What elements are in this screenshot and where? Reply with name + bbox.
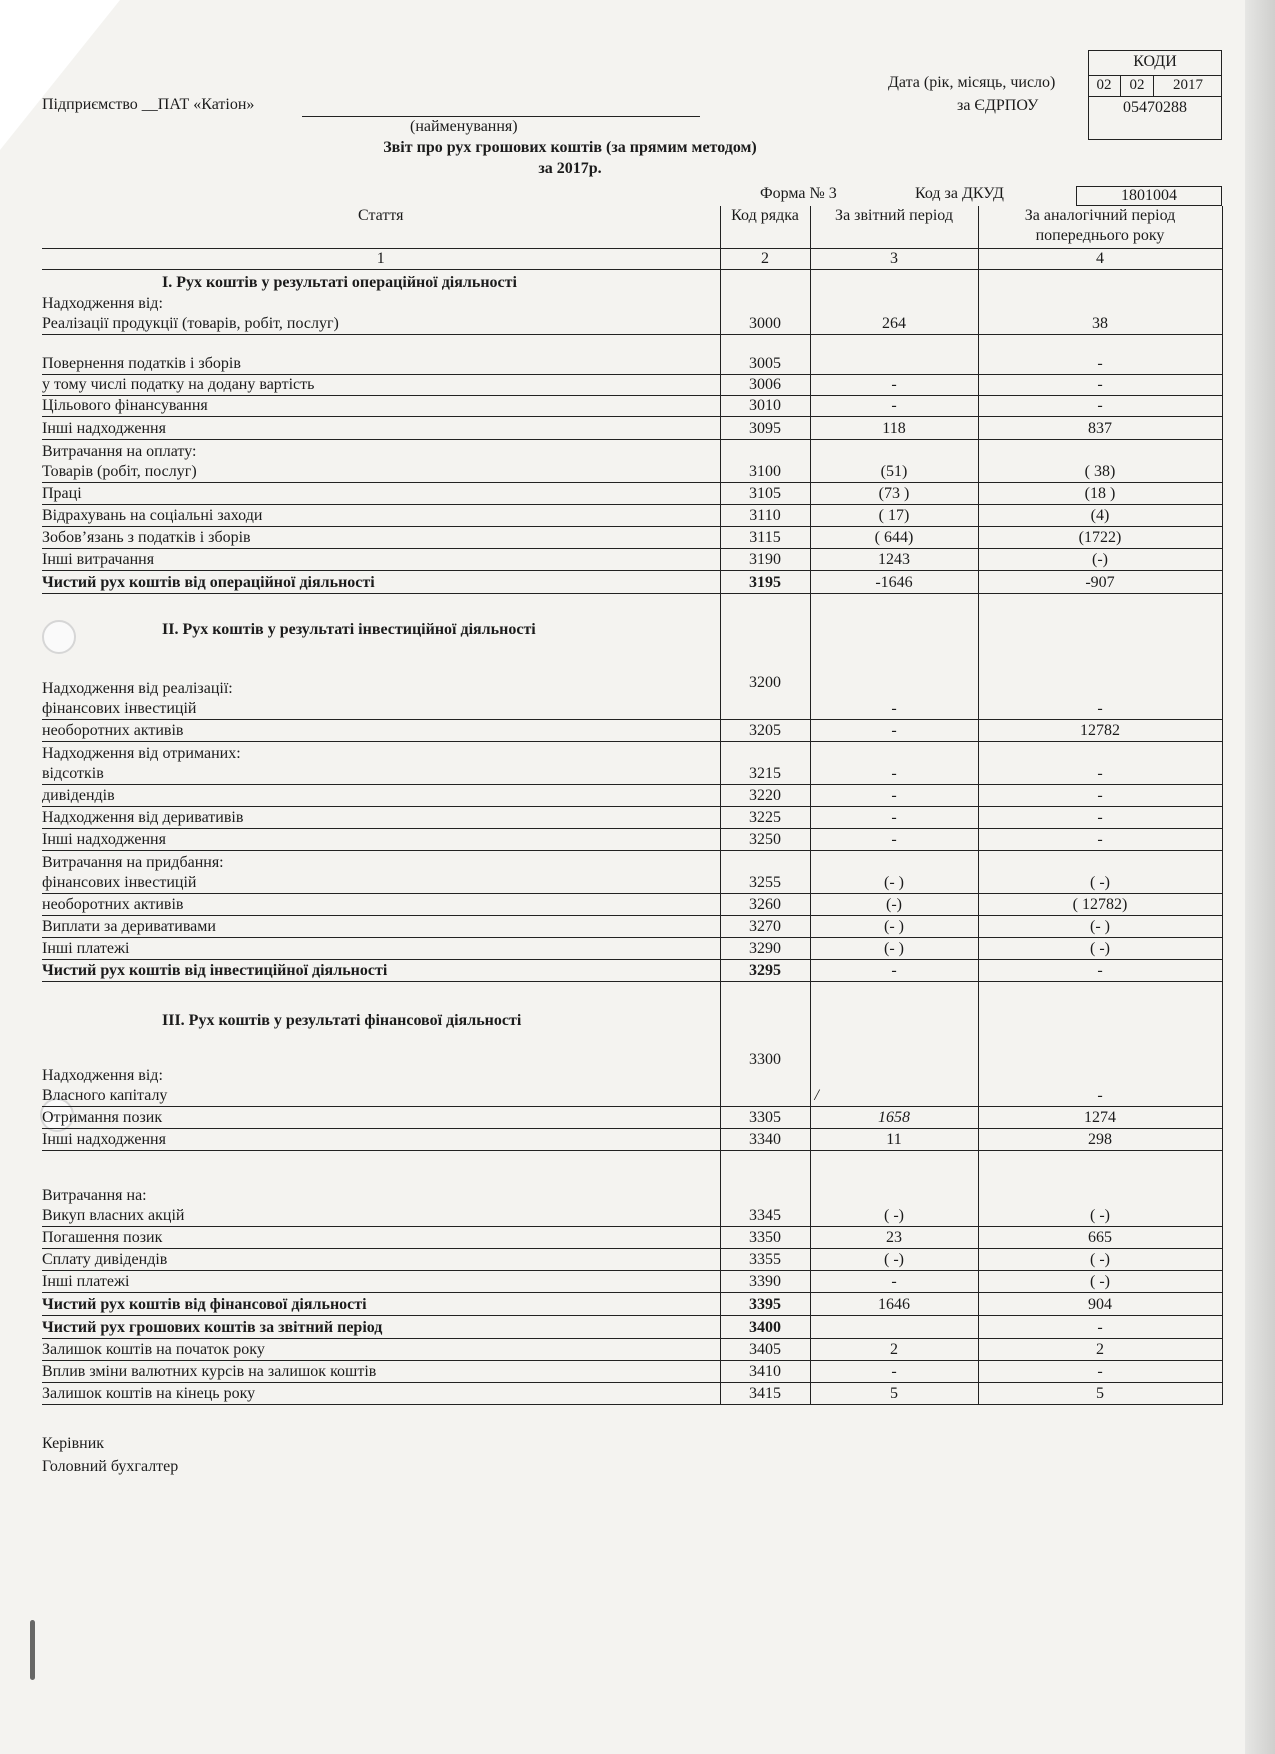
- row-current: -: [810, 741, 978, 784]
- table-row: [42, 784, 1222, 806]
- edrpou-label: за ЄДРПОУ: [957, 97, 1039, 114]
- row-code: 3100: [720, 439, 810, 482]
- signatures-block: [42, 1432, 178, 1478]
- table-row: [42, 915, 1222, 937]
- table-row: [42, 504, 1222, 526]
- row-label: Інші надходження: [42, 828, 720, 850]
- row-label: Інші надходження: [42, 1128, 720, 1150]
- row-previous: (18 ): [978, 482, 1222, 504]
- row-label: Отримання позик: [42, 1106, 720, 1128]
- row-code: 3290: [720, 937, 810, 959]
- row-code: 3260: [720, 893, 810, 915]
- row-pre-label: Витрачання на оплату:: [42, 442, 197, 460]
- row-label: фінансових інвестицій: [42, 873, 197, 891]
- row-code: 3225: [720, 806, 810, 828]
- row-code: 3115: [720, 526, 810, 548]
- table-row: [42, 269, 1222, 334]
- row-current: ( -): [810, 1248, 978, 1270]
- row-label: Повернення податків і зборів: [42, 334, 720, 374]
- row-code: 3350: [720, 1226, 810, 1248]
- row-current: -: [810, 593, 978, 719]
- row-current: 1658: [810, 1106, 978, 1128]
- table-row: [42, 548, 1222, 570]
- row-pre-label: Витрачання на придбання:: [42, 853, 224, 871]
- enterprise-underline: [302, 116, 700, 117]
- table-row: [42, 374, 1222, 395]
- table-row: [42, 806, 1222, 828]
- row-previous: -907: [978, 570, 1222, 593]
- row-current: -: [810, 828, 978, 850]
- table-row: [42, 1150, 1222, 1226]
- row-previous: 5: [978, 1382, 1222, 1404]
- row-code: 3355: [720, 1248, 810, 1270]
- row-label: дивідендів: [42, 784, 720, 806]
- date-label: Дата (рік, місяць, число): [888, 74, 1056, 91]
- row-label: відсотків: [42, 764, 104, 782]
- table-row: [42, 1360, 1222, 1382]
- row-label: Товарів (робіт, послуг): [42, 462, 197, 480]
- row-label: Виплати за деривативами: [42, 915, 720, 937]
- row-previous: -: [978, 784, 1222, 806]
- table-row: [42, 593, 1222, 719]
- row-previous: 38: [978, 269, 1222, 334]
- row-code: 3340: [720, 1128, 810, 1150]
- row-previous: 904: [978, 1292, 1222, 1315]
- row-label: Чистий рух коштів від фінансової діяльності: [42, 1292, 720, 1315]
- row-label: Інші надходження: [42, 416, 720, 439]
- table-row: [42, 1338, 1222, 1360]
- table-header-row: [42, 206, 1222, 248]
- row-code: 3110: [720, 504, 810, 526]
- row-previous: -: [978, 374, 1222, 395]
- row-label: Чистий рух коштів від операційної діяльності: [42, 570, 720, 593]
- page-edge: [1245, 0, 1275, 1754]
- col-number: 3: [810, 248, 978, 269]
- row-previous: ( -): [978, 1270, 1222, 1292]
- enterprise-label: Підприємство __ПАТ «Катіон»: [42, 96, 255, 113]
- row-previous: 298: [978, 1128, 1222, 1150]
- table-row: [42, 439, 1222, 482]
- row-current: -: [810, 806, 978, 828]
- row-previous: -: [978, 334, 1222, 374]
- table-row: [42, 1226, 1222, 1248]
- row-code: 3295: [720, 959, 810, 981]
- codes-box: [1088, 50, 1222, 140]
- row-previous: ( 12782): [978, 893, 1222, 915]
- row-current: -1646: [810, 570, 978, 593]
- table-row: [42, 1248, 1222, 1270]
- row-previous: -: [978, 806, 1222, 828]
- row-code: 3405: [720, 1338, 810, 1360]
- dkud-value: 1801004: [1076, 186, 1222, 206]
- table-row-total: [42, 959, 1222, 981]
- row-previous: -: [978, 1315, 1222, 1338]
- row-previous: 665: [978, 1226, 1222, 1248]
- row-current: 1646: [810, 1292, 978, 1315]
- date-month: 02: [1120, 76, 1153, 96]
- row-pre-label: Витрачання на:: [42, 1186, 147, 1204]
- table-row: [42, 482, 1222, 504]
- row-code: 3215: [720, 741, 810, 784]
- row-previous: -: [978, 741, 1222, 784]
- row-previous: 837: [978, 416, 1222, 439]
- row-label: Погашення позик: [42, 1226, 720, 1248]
- date-cells: [1088, 75, 1222, 97]
- section-heading: І. Рух коштів у результаті операційної діяльності: [162, 273, 517, 291]
- row-previous: ( -): [978, 850, 1222, 893]
- table-row: [42, 1382, 1222, 1404]
- row-label: Надходження від деривативів: [42, 806, 720, 828]
- row-current: -: [810, 374, 978, 395]
- row-current: 1243: [810, 548, 978, 570]
- table-row-total: [42, 1315, 1222, 1338]
- row-code: 3300: [720, 981, 810, 1106]
- cash-flow-table: [42, 206, 1223, 1405]
- table-row: [42, 850, 1222, 893]
- table-row: [42, 828, 1222, 850]
- col-header-article: Стаття: [42, 206, 720, 248]
- row-label: Інші витрачання: [42, 548, 720, 570]
- row-code: 3200: [720, 593, 810, 719]
- row-previous: 1274: [978, 1106, 1222, 1128]
- row-current: 118: [810, 416, 978, 439]
- row-pre-label: Надходження від реалізації:: [42, 679, 233, 697]
- row-current: -: [810, 719, 978, 741]
- row-pre-label: Надходження від:: [42, 294, 163, 312]
- row-current: 5: [810, 1382, 978, 1404]
- row-current: (-): [810, 893, 978, 915]
- report-title: Звіт про рух грошових коштів (за прямим методом): [383, 139, 757, 156]
- row-previous: 2: [978, 1338, 1222, 1360]
- row-current: ( 644): [810, 526, 978, 548]
- row-current: (- ): [810, 850, 978, 893]
- row-label: Чистий рух грошових коштів за звітний період: [42, 1315, 720, 1338]
- table-row: [42, 981, 1222, 1106]
- row-label: Вплив зміни валютних курсів на залишок коштів: [42, 1360, 720, 1382]
- row-current: (73 ): [810, 482, 978, 504]
- row-code: 3195: [720, 570, 810, 593]
- row-previous: (-): [978, 548, 1222, 570]
- row-current: 11: [810, 1128, 978, 1150]
- row-current: [810, 334, 978, 374]
- row-current: 264: [810, 269, 978, 334]
- row-current: -: [810, 395, 978, 416]
- table-row-total: [42, 1292, 1222, 1315]
- table-row: [42, 1106, 1222, 1128]
- row-previous: ( -): [978, 1150, 1222, 1226]
- table-row: [42, 395, 1222, 416]
- section-heading: ІІІ. Рух коштів у результаті фінансової діяльності: [162, 1011, 522, 1029]
- row-code: 3010: [720, 395, 810, 416]
- col-number: 1: [42, 248, 720, 269]
- table-row: [42, 334, 1222, 374]
- table-row: [42, 526, 1222, 548]
- accountant-label: Головний бухгалтер: [42, 1458, 179, 1475]
- row-previous: (4): [978, 504, 1222, 526]
- row-pre-label: Надходження від:: [42, 1066, 163, 1084]
- row-current: -: [810, 1360, 978, 1382]
- table-row: [42, 1270, 1222, 1292]
- row-current: ( 17): [810, 504, 978, 526]
- row-previous: (1722): [978, 526, 1222, 548]
- row-code: 3305: [720, 1106, 810, 1128]
- section-heading: ІІ. Рух коштів у результаті інвестиційної діяльності: [162, 620, 536, 638]
- row-previous: ( -): [978, 1248, 1222, 1270]
- row-previous: -: [978, 959, 1222, 981]
- row-code: 3005: [720, 334, 810, 374]
- row-code: 3105: [720, 482, 810, 504]
- naming-label: (найменування): [410, 118, 518, 135]
- date-year: 2017: [1153, 76, 1222, 96]
- row-code: 3006: [720, 374, 810, 395]
- row-label: Інші платежі: [42, 937, 720, 959]
- row-previous: -: [978, 593, 1222, 719]
- row-current: 2: [810, 1338, 978, 1360]
- row-code: 3390: [720, 1270, 810, 1292]
- table-row: [42, 719, 1222, 741]
- row-label: Чистий рух коштів від інвестиційної діяльності: [42, 959, 720, 981]
- row-label: Сплату дивідендів: [42, 1248, 720, 1270]
- col-header-current: За звітний період: [810, 206, 978, 248]
- form-label: Форма № 3: [760, 185, 837, 202]
- row-label: необоротних активів: [42, 893, 720, 915]
- row-code: 3220: [720, 784, 810, 806]
- row-previous: 12782: [978, 719, 1222, 741]
- row-label: Залишок коштів на кінець року: [42, 1382, 720, 1404]
- table-row: [42, 893, 1222, 915]
- row-label: необоротних активів: [42, 719, 720, 741]
- row-label: Залишок коштів на початок року: [42, 1338, 720, 1360]
- row-label: Зобов’язань з податків і зборів: [42, 526, 720, 548]
- row-code: 3095: [720, 416, 810, 439]
- column-number-row: [42, 248, 1222, 269]
- row-current: -: [810, 959, 978, 981]
- row-current: (51): [810, 439, 978, 482]
- col-number: 4: [978, 248, 1222, 269]
- row-current: [810, 1315, 978, 1338]
- row-previous: (- ): [978, 915, 1222, 937]
- row-code: 3270: [720, 915, 810, 937]
- table-row: [42, 416, 1222, 439]
- corner-fold: [0, 0, 120, 150]
- row-pre-label: Надходження від отриманих:: [42, 744, 241, 762]
- row-label: Відрахувань на соціальні заходи: [42, 504, 720, 526]
- table-row: [42, 741, 1222, 784]
- row-current: ( -): [810, 1150, 978, 1226]
- scan-mark: [30, 1620, 35, 1680]
- manager-label: Керівник: [42, 1435, 105, 1452]
- row-code: 3415: [720, 1382, 810, 1404]
- row-code: 3400: [720, 1315, 810, 1338]
- dkud-label: Код за ДКУД: [915, 185, 1004, 202]
- row-current: (- ): [810, 915, 978, 937]
- row-label: Викуп власних акцій: [42, 1206, 185, 1224]
- row-current: -: [810, 1270, 978, 1292]
- row-current: /: [810, 981, 978, 1106]
- row-previous: -: [978, 981, 1222, 1106]
- edrpou-value: 05470288: [1123, 99, 1187, 116]
- row-label: у тому числі податку на додану вартість: [42, 374, 720, 395]
- row-previous: -: [978, 395, 1222, 416]
- row-label: Праці: [42, 482, 720, 504]
- row-code: 3190: [720, 548, 810, 570]
- row-code: 3255: [720, 850, 810, 893]
- row-label: Реалізації продукції (товарів, робіт, послуг): [42, 314, 339, 332]
- col-header-code: Код рядка: [720, 206, 810, 248]
- row-code: 3410: [720, 1360, 810, 1382]
- col-number: 2: [720, 248, 810, 269]
- row-code: 3205: [720, 719, 810, 741]
- row-code: 3000: [720, 269, 810, 334]
- row-current: 23: [810, 1226, 978, 1248]
- table-row: [42, 937, 1222, 959]
- row-previous: ( -): [978, 937, 1222, 959]
- row-label: Власного капіталу: [42, 1086, 168, 1104]
- row-label: Інші платежі: [42, 1270, 720, 1292]
- row-previous: -: [978, 1360, 1222, 1382]
- row-label: фінансових інвестицій: [42, 699, 197, 717]
- row-previous: -: [978, 828, 1222, 850]
- row-code: 3345: [720, 1150, 810, 1226]
- codes-title: КОДИ: [1133, 53, 1177, 70]
- report-subtitle: за 2017р.: [538, 160, 602, 177]
- row-current: -: [810, 784, 978, 806]
- row-code: 3250: [720, 828, 810, 850]
- table-row-total: [42, 570, 1222, 593]
- row-current: (- ): [810, 937, 978, 959]
- table-row: [42, 1128, 1222, 1150]
- col-header-previous: За аналогічний період попереднього року: [978, 206, 1222, 248]
- row-code: 3395: [720, 1292, 810, 1315]
- row-previous: ( 38): [978, 439, 1222, 482]
- row-label: Цільового фінансування: [42, 395, 720, 416]
- date-day: 02: [1096, 77, 1112, 93]
